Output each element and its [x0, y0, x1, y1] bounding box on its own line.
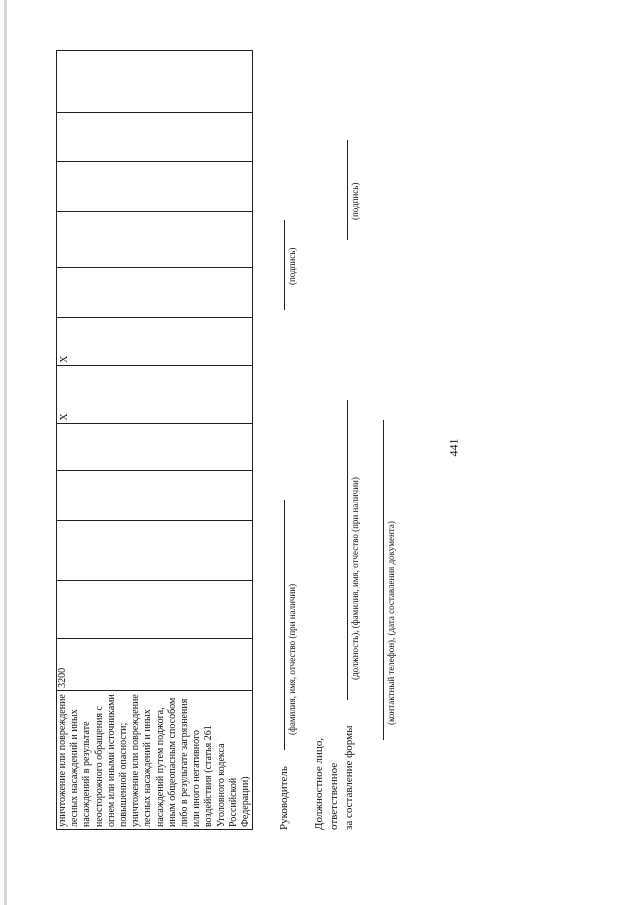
head-sign-line	[284, 220, 285, 310]
description-line: огнем или иными источниками	[105, 694, 117, 827]
value-cell	[57, 471, 253, 521]
official-sign-caption: (подпись)	[350, 182, 360, 220]
contact-caption: (контактный телефон), (дата составления документа)	[386, 521, 396, 725]
description-line: лесных насаждений и иных	[142, 709, 154, 827]
description-line: уничтожение или повреждение	[57, 694, 68, 827]
official-name-caption: (должность), (фамилия, имя, отчество (при наличии)	[350, 477, 360, 680]
form-table	[56, 50, 253, 830]
description-line: лесных насаждений и иных	[69, 709, 81, 827]
head-name-line	[284, 500, 285, 750]
value-cell	[57, 112, 253, 162]
description-line: иным общеопасным способом	[166, 697, 178, 827]
official-label-line-2: ответственное	[328, 762, 340, 830]
head-sign-caption: (подпись)	[287, 247, 297, 285]
official-name-line	[347, 400, 348, 700]
description-line: Федерации)	[240, 776, 252, 827]
official-label-line-1: Должностное лицо,	[313, 738, 325, 830]
value-cell	[57, 51, 253, 113]
official-label-line-3: за составление формы	[343, 725, 355, 830]
value-cell	[57, 162, 253, 212]
contact-line	[383, 420, 384, 740]
x-mark: X	[59, 413, 70, 421]
description-line: или иного негативного	[191, 730, 203, 827]
description-line: неосторожного обращения с	[93, 706, 105, 827]
row-code-cell: 3200	[57, 638, 253, 690]
value-cell	[57, 365, 253, 423]
value-cell	[57, 423, 253, 471]
head-name-caption: (фамилия, имя, отчество (при наличии)	[287, 583, 297, 735]
head-label: Руководитель	[278, 766, 290, 830]
description-line: либо в результате загрязнения	[179, 698, 191, 827]
value-cell	[57, 212, 253, 268]
table-row	[57, 51, 253, 830]
value-cell	[57, 521, 253, 581]
value-cell	[57, 317, 253, 365]
description-line: повышенной опасности;	[118, 722, 130, 827]
description-line: Уголовного кодекса Российской	[215, 743, 239, 827]
description-line: уничтожение или повреждение	[130, 694, 142, 827]
description-line: воздействия (статья 261	[203, 725, 215, 827]
x-mark: X	[59, 355, 70, 363]
description-line: насаждений путем поджога,	[154, 707, 166, 827]
value-cell	[57, 580, 253, 638]
description-line: насаждений в результате	[81, 721, 93, 827]
description-cell	[57, 690, 253, 829]
page-number: 441	[446, 438, 461, 457]
rotated-page	[57, 50, 550, 830]
scan-edge	[4, 0, 7, 905]
value-cell	[57, 267, 253, 317]
official-sign-line	[347, 140, 348, 240]
